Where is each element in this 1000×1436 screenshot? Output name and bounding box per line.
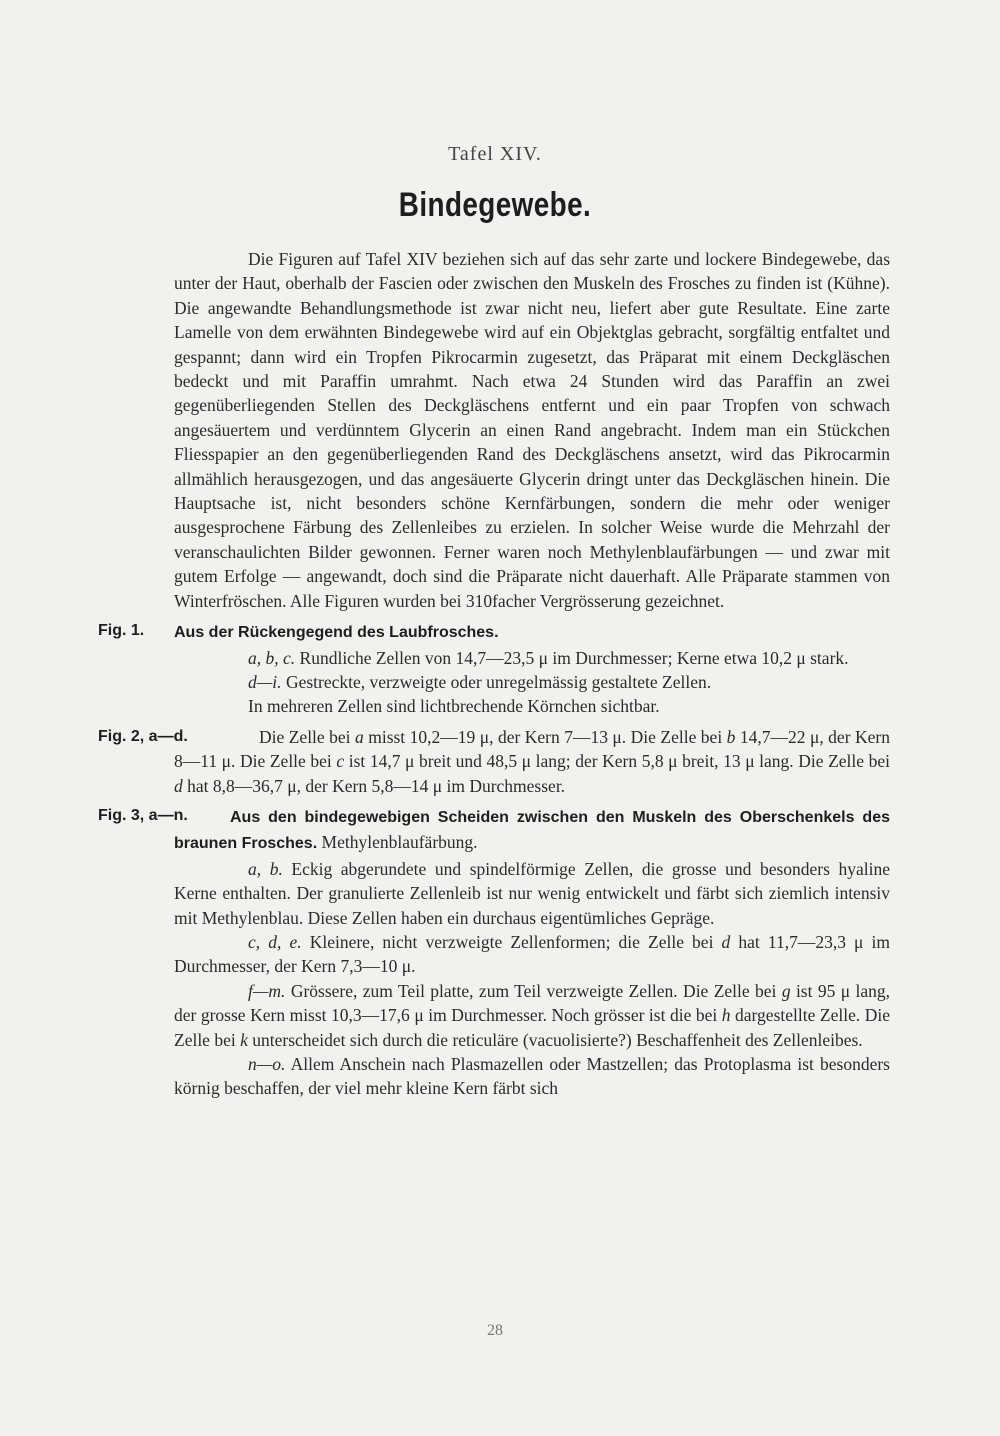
figure-3-key-cde: c, d, e. (248, 931, 302, 952)
figure-3-label: Fig. 3, a—n. (98, 806, 188, 824)
figure-2-key-a: a (355, 726, 364, 747)
figure-3-text-ab: Eckig abgerundete und spindelförmige Zellen, die grosse und besonders hyaline Kerne enthalten. Der granulierte Zellenleib ist nur wenig entwickelt und färbt sich ziemlich intensiv mit Methylenblau. Diese Zellen haben ein durchaus eigentümliches Gepräge. (174, 858, 891, 928)
figure-3-key-fm: f—m. (248, 980, 286, 1001)
figure-3-key-no: n—o. (248, 1054, 286, 1074)
figure-2-section (98, 725, 891, 798)
figure-3-text-fm-3: dargestellte Zelle. Die Zelle bei (174, 1005, 890, 1050)
figure-3-key-h: h (721, 1005, 731, 1026)
figure-3-key-d: d (721, 931, 731, 952)
figure-3-text-cde-2: hat 11,7—23,3 μ im Durchmesser, der Kern 7,3—10 μ. (174, 931, 890, 977)
figure-3-text-fm-2: ist 95 μ lang, der grosse Kern misst 10,3—17,6 μ im Durchmesser. Noch grösser ist die bei (174, 980, 891, 1026)
figure-3-key-k: k (240, 1029, 248, 1050)
figure-3-text-fm-4: unterscheidet sich durch die reticuläre (vacuolisierte?) Beschaffenheit des Zellenleibes. (247, 1029, 863, 1050)
figure-1-heading: Aus der Rückengegend des Laubfrosches. (174, 624, 499, 642)
figure-3-item-no (174, 1052, 890, 1101)
page-title: Bindegewebe. (398, 186, 592, 224)
figure-2-text-5: hat 8,8—36,7 μ, der Kern 5,8—14 μ im Durchmesser. (182, 775, 566, 796)
figure-1-item-di (174, 670, 890, 694)
figure-1-key-abc: a, b, c. (248, 647, 296, 668)
figure-3-heading: Aus den bindegewebigen Scheiden zwischen den Muskeln des Oberschenkels des braunen Frosches. (174, 808, 890, 853)
figure-3-key-g: g (781, 980, 791, 1001)
figure-2-text-2: misst 10,2—19 μ, der Kern 7—13 μ. Die Zelle bei (363, 726, 727, 747)
figure-3-stain: Methylenblaufärbung. (317, 832, 478, 853)
figure-1-item-abc (174, 646, 890, 670)
plate-title: Tafel XIV. (448, 143, 542, 165)
figure-2-text-4: ist 14,7 μ breit und 48,5 μ lang; der Kern 5,8 μ breit, 13 μ lang. Die Zelle bei (344, 751, 891, 772)
figure-1-item-di-cont: In mehreren Zellen sind lichtbrechende Körnchen sichtbar. (248, 696, 660, 717)
figure-1-label: Fig. 1. (98, 622, 145, 640)
figure-1-section (98, 619, 890, 719)
figure-3-section (98, 804, 891, 1101)
figure-3-item-ab (174, 857, 890, 930)
figure-1-key-di: d—i. (248, 671, 282, 692)
figure-3-key-ab: a, b. (248, 858, 283, 879)
intro-paragraph: Die Figuren auf Tafel XIV beziehen sich auf das sehr zarte und lockere Bindegewebe, das unter der Haut, oberhalb der Fascien oder zwischen den Muskeln des Frosches zu finden ist (Kühne). Die angewandte Behandlungsmethode ist zwar nicht neu, liefert aber gute Resultate. Eine zarte Lamelle von dem erwähnten Bindegewebe wird auf ein Objektglas gebracht, sorgfältig entfaltet und gespannt; dann wird ein Tropfen Pikrocarmin zugesetzt, das Präparat mit einem Deckgläschen bedeckt und mit Paraffin umrahmt. Nach etwa 24 Stunden wird das Paraffin an zwei gegenüberliegenden Stellen des Deckgläschens entfernt und ein paar Tropfen von schwach angesäuertem und verdünntem Glycerin an einen Rand angebracht. Indem man ein Stückchen Fliesspapier an den gegenüberliegenden Rand des Deckgläschens ansetzt, wird das Pikrocarmin allmählich herausgezogen, und das angesäuerte Glycerin dringt unter das Deckgläschen hinein. Die Hauptsache ist, nicht besonders schöne Kernfärbungen, sondern die mehr oder weniger ausgesprochene Färbung des Zellenleibes zu erzielen. In solcher Weise wurde die Mehrzahl der veranschaulichten Bilder gewonnen. Ferner waren noch Methylenblaufärbungen — und zwar mit gutem Erfolge — angewandt, doch sind die Präparate nicht dauerhaft. Alle Präparate stammen von Winterfröschen. Alle Figuren wurden bei 310facher Vergrösserung gezeichnet. (174, 249, 890, 611)
figure-3-heading-line (174, 804, 890, 857)
figure-3-item-fm (174, 979, 890, 1052)
figure-2-text-3: 14,7—22 μ, der Kern 8—11 μ. Die Zelle bei (174, 726, 890, 772)
figure-2-key-b: b (726, 726, 736, 747)
figure-3-text-no: Allem Anschein nach Plasmazellen oder Mastzellen; das Protoplasma ist besonders körnig beschaffen, der viel mehr kleine Kern färbt sich (174, 1054, 890, 1099)
figure-3-item-cde (174, 930, 890, 979)
figure-3-text-cde-1: Kleinere, nicht verzweigte Zellenformen; die Zelle bei (301, 931, 722, 952)
figure-2-key-d: d (174, 775, 183, 796)
figure-2-text (174, 725, 890, 798)
page-number: 28 (487, 1322, 503, 1339)
figure-2-text-1: Die Zelle bei (259, 726, 355, 747)
figure-2-label: Fig. 2, a—d. (98, 727, 188, 745)
figure-1-text-abc: Rundliche Zellen von 14,7—23,5 μ im Durchmesser; Kerne etwa 10,2 μ stark. (295, 647, 849, 668)
figure-2-key-c: c (336, 751, 345, 772)
figure-1-text-di: Gestreckte, verzweigte oder unregelmässig gestaltete Zellen. (281, 671, 712, 692)
page-body (98, 247, 891, 1101)
figure-3-text-fm-1: Grössere, zum Teil platte, zum Teil verzweigte Zellen. Die Zelle bei (285, 980, 782, 1001)
